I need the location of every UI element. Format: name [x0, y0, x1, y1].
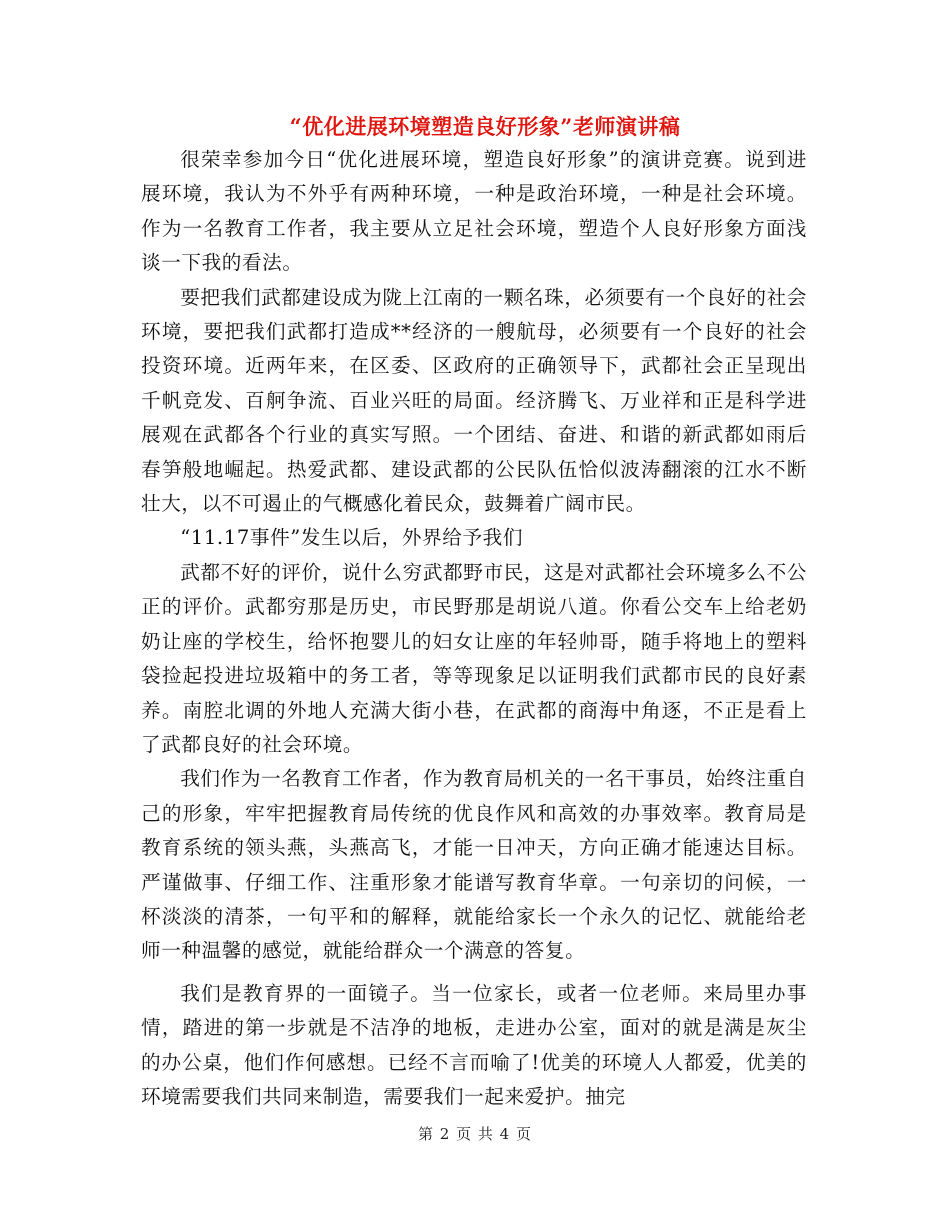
paragraph-4: 武都不好的评价，说什么穷武都野市民，这是对武都社会环境多么不公正的评价。武都穷那是历史，市民野那是胡说八道。你看公交车上给老奶奶让座的学校生，给怀抱婴儿的妇女让座的年轻帅哥，随手将地上的塑料袋捡起投进垃圾箱中的务工者，等等现象足以证明我们武都市民的良好素养。南腔北调的外地人充满大街小巷，在武都的商海中角逐，不正是看上了武都良好的社会环境。	[141, 560, 807, 756]
paragraph-5: 我们作为一名教育工作者，作为教育局机关的一名干事员，始终注重自己的形象，牢牢把握教育局传统的优良作风和高效的办事效率。教育局是教育系统的领头燕，头燕高飞，才能一日冲天，方向正确才能速达目标。严谨做事、仔细工作、注重形象才能谱写教育华章。一句亲切的问候，一杯淡淡的清茶，一句平和的解释，就能给家长一个永久的记忆、就能给老师一种温馨的感觉，就能给群众一个满意的答复。	[141, 767, 807, 963]
paragraph-1: 很荣幸参加今日“优化进展环境，塑造良好形象”的演讲竞赛。说到进展环境，我认为不外乎有两种环境，一种是政治环境，一种是社会环境。作为一名教育工作者，我主要从立足社会环境，塑造个人良好形象方面浅谈一下我的看法。	[141, 148, 807, 275]
document-title: “优化进展环境塑造良好形象”老师演讲稿	[289, 114, 681, 139]
paragraph-6: 我们是教育界的一面镜子。当一位家长，或者一位老师。来局里办事情，踏进的第一步就是不洁净的地板，走进办公室，面对的就是满是灰尘的办公桌，他们作何感想。已经不言而喻了!优美的环境人人都爱，优美的环境需要我们共同来制造，需要我们一起来爱护。抽完	[141, 981, 807, 1108]
paragraph-3: “11.17事件”发生以后，外界给予我们	[180, 526, 524, 550]
page-footer: 第 2 页 共 4 页	[418, 1125, 532, 1143]
document-body	[141, 143, 807, 1114]
paragraph-2: 要把我们武都建设成为陇上江南的一颗名珠，必须要有一个良好的社会环境，要把我们武都打造成**经济的一艘航母，必须要有一个良好的社会投资环境。近两年来，在区委、区政府的正确领导下，武都社会正呈现出千帆竞发、百舸争流、百业兴旺的局面。经济腾飞、万业祥和正是科学进展观在武都各个行业的真实写照。一个团结、奋进、和谐的新武都如雨后春笋般地崛起。热爱武都、建设武都的公民队伍恰似波涛翻滚的江水不断壮大，以不可遏止的气概感化着民众，鼓舞着广阔市民。	[141, 285, 807, 516]
